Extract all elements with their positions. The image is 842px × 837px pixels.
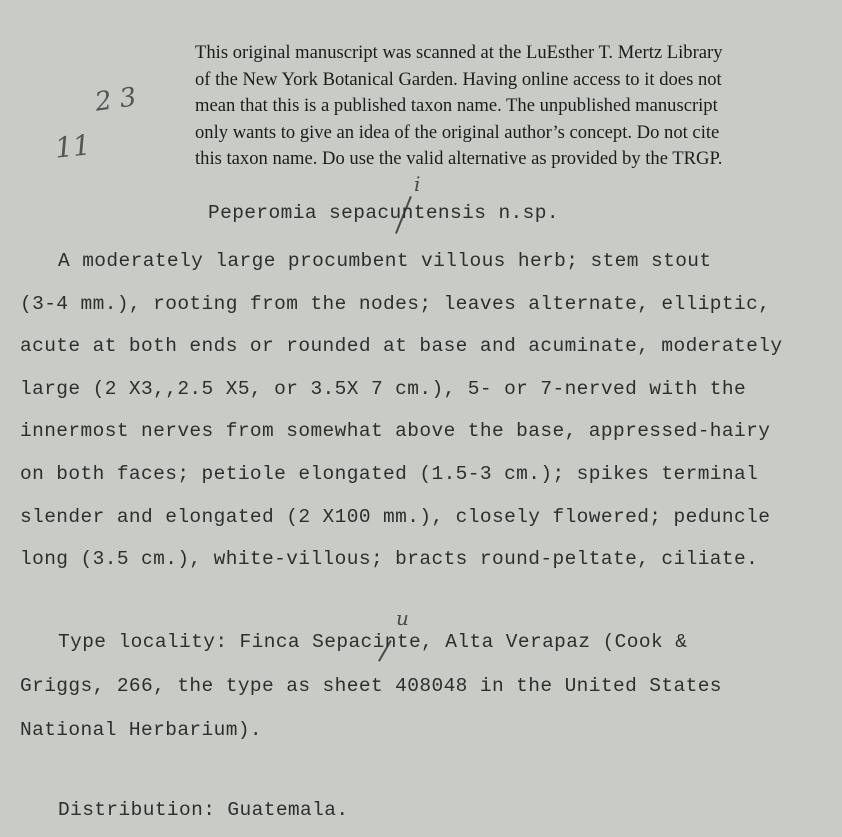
description-line: (3-4 mm.), rooting from the nodes; leaves alternate, elliptic,: [20, 292, 771, 315]
disclaimer-line: this taxon name. Do use the valid alternative as provided by the TRGP.: [195, 148, 723, 169]
species-title: Peperomia sepacuntensis n.sp.: [208, 202, 559, 224]
type-locality-handwritten-correction: u: [396, 606, 409, 630]
disclaimer-line: This original manuscript was scanned at the LuEsther T. Mertz Library: [195, 42, 723, 63]
type-locality-line: Griggs, 266, the type as sheet 408048 in the United States: [20, 675, 722, 697]
folio-number-bottom: 11: [53, 128, 93, 165]
distribution: Distribution: Guatemala.: [58, 799, 349, 821]
type-locality: [20, 627, 835, 759]
description-line: large (2 X3,,2.5 X5, or 3.5X 7 cm.), 5- or 7-nerved with the: [20, 377, 747, 400]
species-description: [20, 246, 835, 587]
disclaimer-line: of the New York Botanical Garden. Having online access to it does not: [195, 68, 722, 90]
description-line: A moderately large procumbent villous herb; stem stout: [58, 250, 712, 272]
type-locality-line: National Herbarium).: [20, 719, 263, 741]
description-line: long (3.5 cm.), white-villous; bracts round-peltate, ciliate.: [20, 548, 759, 571]
type-locality-line: Type locality: Finca Sepacinte, Alta Verapaz (Cook &: [58, 631, 688, 653]
description-line: acute at both ends or rounded at base and acuminate, moderately: [20, 335, 783, 358]
disclaimer-notice: [195, 40, 825, 173]
description-line: slender and elongated (2 X100 mm.), closely flowered; peduncle: [20, 505, 771, 528]
title-handwritten-correction: i: [414, 172, 421, 196]
description-line: innermost nerves from somewhat above the base, appressed-hairy: [20, 420, 771, 443]
folio-number-top: 2 3: [93, 82, 139, 118]
handwritten-folio-number: [53, 82, 155, 175]
description-line: on both faces; petiole elongated (1.5-3 cm.); spikes terminal: [20, 462, 759, 485]
disclaimer-line: only wants to give an idea of the original author’s concept. Do not cite: [195, 121, 720, 143]
disclaimer-line: mean that this is a published taxon name. The unpublished manuscript: [195, 95, 718, 116]
